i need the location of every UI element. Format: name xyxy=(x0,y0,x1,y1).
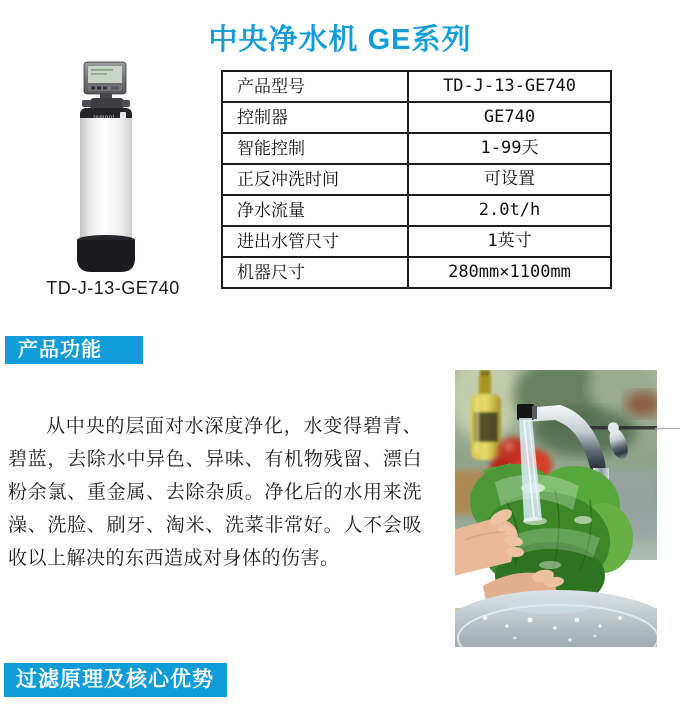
features-paragraph: 从中央的层面对水深度净化，水变得碧青、碧蓝，去除水中异色、异味、有机物残留、漂白粉余氯、重金属、去除杂质。净化后的水用来洗澡、洗脸、刷牙、淘米、洗菜非常好。人不会吸收以上解决的东西造成对身体的伤害。 xyxy=(8,416,422,569)
washing-vegetables-photo xyxy=(455,370,657,647)
spec-table xyxy=(221,70,612,289)
tank-body xyxy=(80,118,132,252)
spec-label: 智能控制 xyxy=(222,133,408,164)
spec-row xyxy=(222,71,611,102)
spec-row xyxy=(222,226,611,257)
spec-value: 1英寸 xyxy=(408,226,611,257)
spec-label: 正反冲洗时间 xyxy=(222,164,408,195)
sink xyxy=(455,590,657,647)
spec-value: 280mm×1100mm xyxy=(408,257,611,288)
section-heading-filtration: 过滤原理及核心优势 xyxy=(4,663,227,697)
spec-row xyxy=(222,195,611,226)
water-purifier-image xyxy=(48,60,178,285)
spec-value: GE740 xyxy=(408,102,611,133)
leader-line xyxy=(655,428,680,429)
page-title: 中央净水机 GE系列 xyxy=(208,24,472,56)
tank-base xyxy=(77,235,135,272)
controller-display xyxy=(84,62,126,94)
spec-label: 净水流量 xyxy=(222,195,408,226)
spec-value: 可设置 xyxy=(408,164,611,195)
valve-body xyxy=(82,93,130,110)
spec-label: 控制器 xyxy=(222,102,408,133)
spec-value: 2.0t/h xyxy=(408,195,611,226)
product-model-caption: TD-J-13-GE740 xyxy=(46,278,180,298)
spec-row xyxy=(222,102,611,133)
spec-value: 1-99天 xyxy=(408,133,611,164)
spec-label: 机器尺寸 xyxy=(222,257,408,288)
spec-label: 进出水管尺寸 xyxy=(222,226,408,257)
product-figure xyxy=(48,60,178,285)
spec-row xyxy=(222,164,611,195)
spec-value: TD-J-13-GE740 xyxy=(408,71,611,102)
spec-label: 产品型号 xyxy=(222,71,408,102)
section-heading-product-features: 产品功能 xyxy=(5,336,143,364)
washing-vegetables-illustration xyxy=(455,370,657,647)
spec-row xyxy=(222,257,611,288)
spec-row xyxy=(222,133,611,164)
